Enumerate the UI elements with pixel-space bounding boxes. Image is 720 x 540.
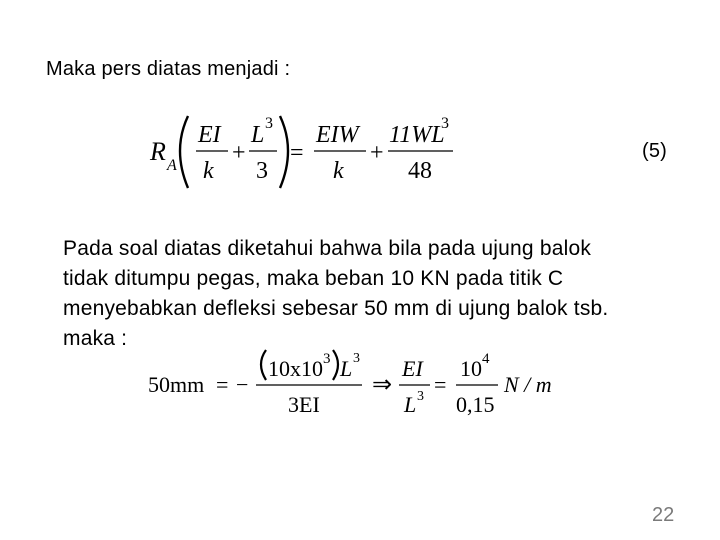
eq1-plus-1: + (232, 140, 246, 166)
eq2-equals-2: = (434, 372, 447, 397)
eq1-frac1-num: EI (198, 122, 221, 148)
eq1-frac2-num-exp: 3 (265, 115, 273, 132)
page-number: 22 (652, 504, 675, 526)
eq1-plus-2: + (370, 140, 384, 166)
paragraph-line-3: menyebabkan defleksi sebesar 50 mm di ujung balok tsb. (63, 297, 609, 320)
eq1-frac4-num-exp: 3 (441, 115, 449, 132)
eq1-lhs-subscript: A (167, 157, 177, 174)
eq2-implies: ⇒ (372, 372, 393, 398)
eq1-frac1-den: k (203, 158, 214, 184)
eq2-lhs: 50mm (148, 372, 205, 397)
eq1-left-paren (180, 116, 188, 188)
eq2-rhs-num-exp: 4 (482, 351, 490, 367)
paragraph-line-1: Pada soal diatas diketahui bahwa bila pada ujung balok (63, 237, 592, 260)
intro-text: Maka pers diatas menjadi : (46, 58, 291, 80)
eq2-frac-num: EI (402, 356, 423, 381)
eq2-num-base: 10x10 (268, 356, 323, 381)
eq2-frac-den-exp: 3 (417, 389, 424, 404)
eq1-frac2-num-base: L (251, 122, 265, 148)
eq2-equals: = (216, 372, 229, 397)
paragraph-line-2: tidak ditumpu pegas, maka beban 10 KN pada titik C (63, 267, 564, 290)
equation-1-label: (5) (642, 140, 668, 162)
paragraph-line-4: maka : (63, 327, 128, 350)
eq2-den: 3EI (288, 392, 320, 417)
eq1-right-paren (280, 116, 288, 188)
eq1-frac2-den: 3 (256, 158, 268, 184)
equation-2 (140, 340, 570, 430)
eq1-frac4-den: 48 (408, 158, 432, 184)
eq2-rhs-num-base: 10 (460, 356, 482, 381)
eq2-num-left-paren (261, 350, 266, 380)
eq2-num-L: L (340, 356, 353, 381)
eq2-rhs-den: 0,15 (456, 392, 495, 417)
eq1-frac3-num: EIW (316, 122, 359, 148)
eq2-frac-den-base: L (404, 392, 417, 417)
eq2-num-right-paren (333, 350, 338, 380)
eq1-lhs-symbol: R (150, 137, 166, 166)
eq1-frac4-num-base: 11WL (389, 122, 445, 148)
eq2-num-exp2: 3 (353, 351, 360, 366)
eq1-equals: = (290, 140, 304, 166)
eq1-frac3-den: k (333, 158, 344, 184)
eq2-minus: − (236, 372, 249, 397)
equation-1 (140, 104, 480, 196)
eq2-units: N / m (504, 372, 552, 397)
eq2-num-exp1: 3 (323, 351, 331, 367)
